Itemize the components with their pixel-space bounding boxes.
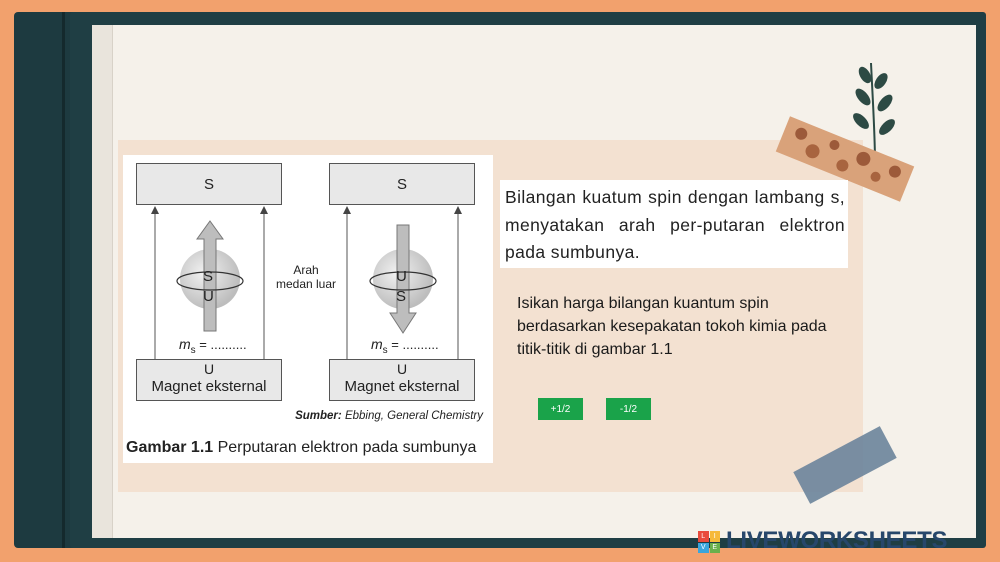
ms-symbol: m [179, 336, 191, 352]
source-prefix: Sumber: [295, 410, 342, 422]
figure-source [295, 410, 483, 422]
ms-dots: = .......... [195, 337, 247, 352]
answer-minus-half-button[interactable]: -1/2 [606, 398, 651, 420]
field-label-line2: medan luar [275, 277, 337, 291]
magnet-bottom-left [136, 359, 282, 401]
paper-binding-edge [92, 25, 113, 538]
pole-label: U [396, 361, 408, 377]
pole-label: S [203, 176, 214, 193]
pole-label: U [203, 361, 215, 377]
magnet-label: Magnet eksternal [151, 378, 267, 395]
pole-label: S [396, 176, 407, 193]
ms-subscript: s [382, 344, 388, 356]
source-text: Ebbing, General Chemistry [344, 410, 483, 422]
blue-tape-decoration [790, 425, 900, 505]
ms-subscript: s [190, 344, 196, 356]
answer-plus-half-button[interactable]: +1/2 [538, 398, 583, 420]
spin-label-bottom: U [203, 288, 214, 305]
magnet-top-left [136, 163, 282, 205]
caption-number: Gambar 1.1 [126, 439, 214, 456]
field-direction-label [271, 263, 341, 291]
spin-label-bottom: S [396, 288, 407, 305]
definition-text: Bilangan kuatum spin dengan lambang s, menyatakan arah per-putaran elektron pada sumbunya. [505, 187, 845, 262]
magnet-label: Magnet eksternal [344, 378, 460, 395]
spin-label-top: U [396, 268, 407, 285]
ms-blank-right [371, 336, 439, 356]
liveworksheets-logo-icon: L I V E [698, 531, 720, 553]
instruction-text: Isikan harga bilangan kuantum spin berdasarkan kesepakatan tokoh kimia pada titik-titik di gambar 1.1 [517, 295, 827, 358]
magnet-bottom-right [329, 359, 475, 401]
figure-1-1 [123, 155, 493, 463]
spin-label-top: S [203, 268, 214, 285]
ms-symbol: m [371, 336, 383, 352]
caption-text: Perputaran elektron pada sumbunya [217, 439, 477, 456]
figure-caption [126, 439, 476, 457]
liveworksheets-logo-text[interactable]: LIVEWORKSHEETS [726, 527, 948, 554]
field-label-line1: Arah [293, 263, 319, 277]
ms-dots: = .......... [387, 337, 439, 352]
magnet-top-right [329, 163, 475, 205]
ms-blank-left [179, 336, 247, 356]
book-spine-crease [62, 12, 65, 548]
